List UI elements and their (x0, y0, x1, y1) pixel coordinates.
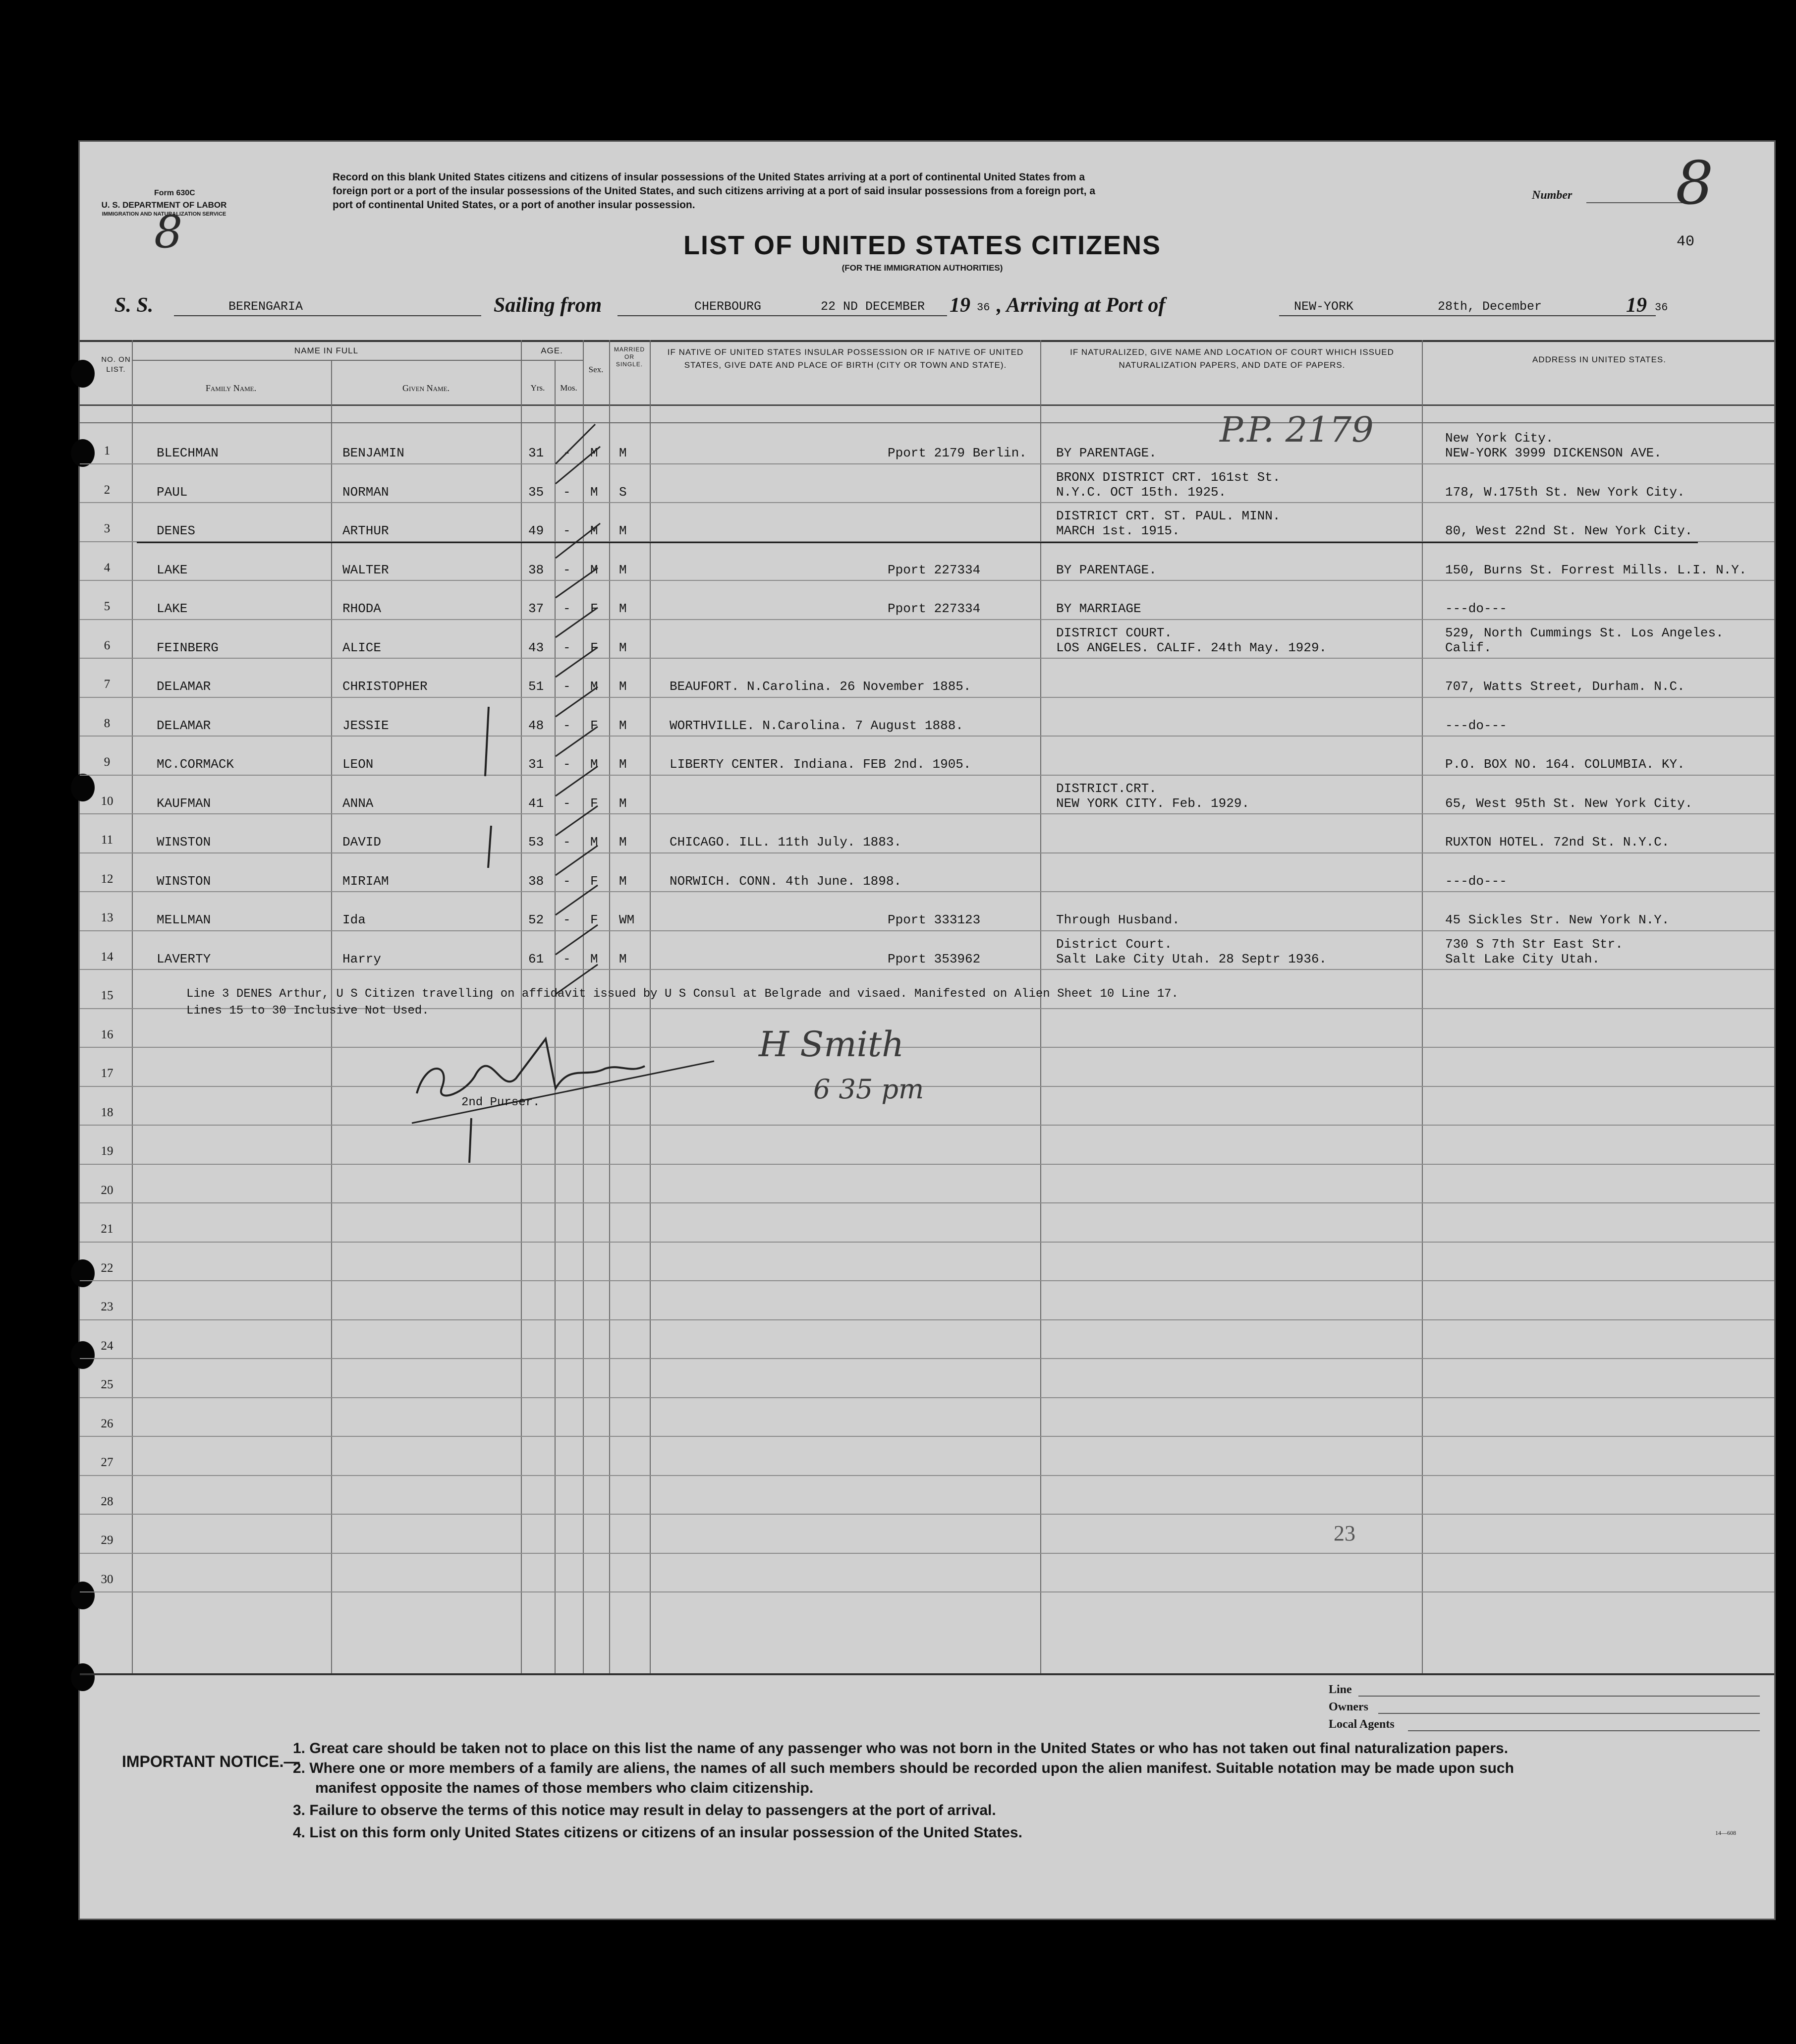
cell-age-years: 31 (528, 757, 544, 772)
row-number: 29 (101, 1533, 113, 1547)
header-sex: Sex. (588, 365, 604, 374)
cell-age-years: 61 (528, 951, 544, 966)
row-rule (80, 1319, 1774, 1320)
cell-age-months: - (563, 912, 571, 927)
cell-address: 707, Watts Street, Durham. N.C. (1445, 679, 1685, 694)
row-number: 14 (101, 950, 113, 964)
cell-birth-info: Pport 2179 Berlin. (888, 446, 1027, 460)
row-number: 7 (104, 678, 111, 691)
col-divider (132, 340, 133, 1673)
cell-marital-status: M (619, 951, 627, 966)
cell-naturalization: District Court. (1056, 936, 1173, 952)
sailing-label: Sailing from (494, 294, 602, 317)
row-number: 26 (101, 1417, 113, 1430)
form-number: Form 630C (154, 189, 195, 197)
row-number: 5 (104, 600, 111, 613)
cell-age-months: - (563, 757, 571, 772)
cell-birth-info: LIBERTY CENTER. Indiana. FEB 2nd. 1905. (670, 757, 971, 772)
cell-age-years: 31 (528, 446, 544, 460)
cell-naturalization-detail: NEW YORK CITY. Feb. 1929. (1056, 795, 1250, 811)
cell-birth-info: Pport 353962 (888, 951, 981, 966)
cell-address: 730 S 7th Str East Str. (1445, 936, 1623, 952)
cell-family-name: MC.CORMACK (157, 757, 234, 772)
row-rule (80, 813, 1774, 814)
arrival-year-prefix: 19 (1626, 294, 1647, 317)
row-rule (80, 1475, 1774, 1476)
cell-sex: F (590, 873, 598, 889)
row-number: 3 (104, 522, 111, 535)
row-rule (80, 1280, 1774, 1281)
row-number: 10 (101, 794, 113, 808)
cell-address: 178, W.175th St. New York City. (1445, 484, 1685, 500)
cell-age-years: 49 (528, 523, 544, 538)
arrival-year: 36 (1655, 301, 1668, 314)
cell-sex: F (590, 718, 598, 733)
row-number: 18 (101, 1105, 113, 1119)
cell-birth-info: CHICAGO. ILL. 11th July. 1883. (670, 835, 902, 850)
cell-birth-info: WORTHVILLE. N.Carolina. 7 August 1888. (670, 718, 963, 733)
cell-given-name: WALTER (342, 562, 389, 577)
cell-sex: M (590, 679, 598, 694)
row-number: 28 (101, 1494, 113, 1508)
cell-age-months: - (563, 446, 571, 460)
cell-marital-status: S (619, 484, 627, 500)
cell-family-name: KAUFMAN (157, 795, 211, 811)
notice-item-4: 4. List on this form only United States citizens or citizens of an insular possession of the United States. (293, 1824, 1022, 1841)
number-label: Number (1532, 189, 1572, 202)
row-rule (80, 891, 1774, 892)
notice-item-3: 3. Failure to observe the terms of this notice may result in delay to passengers at the port of arrival. (293, 1802, 996, 1818)
cell-address: 529, North Cummings St. Los Angeles. (1445, 625, 1724, 640)
cell-sex: M (590, 562, 598, 577)
ship-name: BERENGARIA (228, 299, 303, 314)
col-divider (650, 340, 651, 1673)
department-label: U. S. DEPARTMENT OF LABOR (101, 200, 227, 210)
row-rule (80, 1514, 1774, 1515)
row-rule (80, 1436, 1774, 1437)
handwritten-form-mark: 8 (154, 206, 183, 258)
owners-label: Owners (1329, 1701, 1368, 1713)
cell-given-name: ALICE (342, 640, 382, 655)
row-number: 23 (101, 1300, 113, 1313)
row-rule (80, 1553, 1774, 1554)
cell-birth-info: Pport 227334 (888, 601, 981, 616)
cell-naturalization: BRONX DISTRICT CRT. 161st St. (1056, 469, 1281, 485)
cell-sex: M (590, 484, 598, 500)
cell-age-months: - (563, 523, 571, 538)
header-mos: Mos. (560, 383, 577, 393)
cell-address: P.O. BOX NO. 164. COLUMBIA. KY. (1445, 757, 1685, 772)
cell-given-name: Ida (342, 912, 366, 927)
cell-age-years: 35 (528, 484, 544, 500)
cell-marital-status: WM (619, 912, 635, 927)
cell-age-months: - (563, 601, 571, 616)
cell-naturalization: DISTRICT.CRT. (1056, 781, 1157, 796)
cell-age-years: 53 (528, 835, 544, 850)
cell-sex: M (590, 446, 598, 460)
cell-given-name: NORMAN (342, 484, 389, 500)
row-rule (80, 697, 1774, 698)
row-rule (80, 736, 1774, 737)
cell-address-detail: Calif. (1445, 640, 1492, 655)
record-instructions-3: port of continental United States, or a port of another insular possession. (333, 199, 695, 211)
cell-age-years: 38 (528, 562, 544, 577)
cell-family-name: DELAMAR (157, 679, 211, 694)
cell-naturalization: BY PARENTAGE. (1056, 446, 1157, 460)
row-rule (80, 852, 1774, 853)
table-header-rule (80, 404, 1774, 406)
cell-age-months: - (563, 873, 571, 889)
cell-sex: F (590, 912, 598, 927)
cell-sex: M (590, 757, 598, 772)
cell-marital-status: M (619, 757, 627, 772)
header-name-in-full: NAME IN FULL (294, 346, 359, 355)
punch-hole (71, 360, 95, 388)
row-rule (80, 1164, 1774, 1165)
purser-label: 2nd Purser. (461, 1096, 540, 1109)
table-header-rule-2 (80, 422, 1774, 423)
page-subtitle: (FOR THE IMMIGRATION AUTHORITIES) (842, 263, 1003, 273)
row-number: 17 (101, 1067, 113, 1080)
row-rule (80, 580, 1774, 581)
row-number: 9 (104, 755, 111, 769)
printer-mark: 14—608 (1715, 1829, 1736, 1836)
row-number: 11 (101, 833, 113, 847)
line-label: Line (1329, 1683, 1352, 1696)
row-rule (80, 1047, 1774, 1048)
cell-given-name: ANNA (342, 795, 374, 811)
cell-family-name: BLECHMAN (157, 446, 219, 460)
page-number: 23 (1334, 1521, 1355, 1545)
local-agents-label: Local Agents (1329, 1718, 1395, 1731)
cell-marital-status: M (619, 718, 627, 733)
note-line-a: Line 3 DENES Arthur, U S Citizen travelling on affidavit issued by U S Consul at Belgrade and visaed. Manifested on Alien Sheet 10 Line 17. (186, 987, 1179, 1001)
cell-age-years: 37 (528, 601, 544, 616)
cell-address: RUXTON HOTEL. 72nd St. N.Y.C. (1445, 835, 1670, 850)
cell-address-detail: Salt Lake City Utah. (1445, 951, 1600, 966)
header-family-name: Family Name. (205, 383, 257, 393)
page-title: LIST OF UNITED STATES CITIZENS (683, 230, 1161, 260)
cell-birth-info: Pport 333123 (888, 912, 981, 927)
notice-item-2a: 2. Where one or more members of a family are aliens, the names of all such members should be recorded upon the alien manifest. Suitable notation may be made upon such (293, 1760, 1514, 1776)
cell-sex: M (590, 835, 598, 850)
cell-given-name: ARTHUR (342, 523, 389, 538)
row-number: 27 (101, 1456, 113, 1469)
header-yrs: Yrs. (530, 383, 545, 393)
cell-age-months: - (563, 718, 571, 733)
header-naturalized: IF NATURALIZED, GIVE NAME AND LOCATION OF COURT WHICH ISSUED NATURALIZATION PAPERS, AND DATE OF PAPERS. (1070, 347, 1394, 370)
line-field (1358, 1696, 1760, 1697)
cell-naturalization: DISTRICT COURT. (1056, 625, 1173, 640)
cell-sex: F (590, 601, 598, 616)
notice-item-2b: manifest opposite the names of those members who claim citizenship. (315, 1780, 814, 1796)
col-divider (1040, 340, 1041, 1673)
cell-naturalization: Through Husband. (1056, 912, 1180, 927)
cell-sex: F (590, 640, 598, 655)
name-age-subrule (132, 360, 583, 361)
row-number: 15 (101, 989, 113, 1002)
cell-age-months: - (563, 484, 571, 500)
cell-address: ---do--- (1445, 601, 1507, 616)
row-number: 30 (101, 1572, 113, 1586)
cell-age-months: - (563, 835, 571, 850)
cell-given-name: Harry (342, 951, 382, 966)
record-instructions-1: Record on this blank United States citizens and citizens of insular possessions of the United States arriving at a port of continental United States from a (333, 171, 1085, 183)
row-number: 21 (101, 1222, 113, 1236)
cell-age-months: - (563, 795, 571, 811)
cell-naturalization-detail: MARCH 1st. 1915. (1056, 523, 1180, 538)
row-rule (80, 1125, 1774, 1126)
cell-age-years: 38 (528, 873, 544, 889)
cell-naturalization-detail: Salt Lake City Utah. 28 Septr 1936. (1056, 951, 1327, 966)
local-agents-field (1408, 1730, 1760, 1731)
cell-naturalization-detail: LOS ANGELES. CALIF. 24th May. 1929. (1056, 640, 1327, 655)
row-number: 6 (104, 638, 111, 652)
header-birth: IF NATIVE OF UNITED STATES INSULAR POSSESSION OR IF NATIVE OF UNITED STATES, GIVE DATE AND PLACE OF BIRTH (CITY OR TOWN AND STATE). (667, 347, 1024, 370)
row-rule (80, 1242, 1774, 1243)
row-rule (80, 1202, 1774, 1203)
cell-age-years: 41 (528, 795, 544, 811)
sailing-year-prefix: 19 (950, 294, 970, 317)
sailing-date: 22 ND DECEMBER (821, 299, 925, 314)
cell-sex: M (590, 523, 598, 538)
number-value: 8 (1676, 149, 1714, 218)
tick-marks (476, 687, 506, 1034)
cell-age-months: - (563, 951, 571, 966)
cell-family-name: LAVERTY (157, 951, 211, 966)
cell-age-years: 43 (528, 640, 544, 655)
row-number: 8 (104, 716, 111, 730)
cell-marital-status: M (619, 873, 627, 889)
row-rule (80, 775, 1774, 776)
row-number: 22 (101, 1261, 113, 1275)
cell-naturalization: BY PARENTAGE. (1056, 562, 1157, 577)
smith-signature: H Smith (759, 1024, 904, 1065)
col-divider (1422, 340, 1423, 1673)
cell-family-name: PAUL (157, 484, 188, 500)
cell-family-name: LAKE (157, 562, 188, 577)
cell-sex: M (590, 951, 598, 966)
cell-marital-status: M (619, 523, 627, 538)
table-top-rule (80, 340, 1774, 342)
manifest-sheet (78, 140, 1776, 1920)
row-rule (80, 1086, 1774, 1087)
cell-given-name: RHODA (342, 601, 382, 616)
cell-marital-status: M (619, 640, 627, 655)
cell-marital-status: M (619, 835, 627, 850)
cell-given-name: MIRIAM (342, 873, 389, 889)
punch-hole (71, 1663, 95, 1691)
line3-strikethrough (137, 542, 1698, 543)
cell-given-name: BENJAMIN (342, 446, 404, 460)
cell-naturalization-detail: N.Y.C. OCT 15th. 1925. (1056, 484, 1227, 500)
row-rule (80, 969, 1774, 970)
sailing-port: CHERBOURG (694, 299, 762, 314)
cell-marital-status: M (619, 601, 627, 616)
cell-family-name: DELAMAR (157, 718, 211, 733)
cell-given-name: JESSIE (342, 718, 389, 733)
row-rule (80, 1591, 1774, 1592)
header-no-on-list: NO. ON LIST. (101, 355, 131, 374)
record-instructions-2: foreign port or a port of the insular possessions of the United States, and such citizens arriving at a port of said insular possessions from a foreign port, a (333, 185, 1096, 197)
ss-label: S. S. (114, 294, 154, 317)
purser-signature (407, 1019, 724, 1133)
cell-sex: F (590, 795, 598, 811)
arrival-port: NEW-YORK (1294, 299, 1354, 314)
row-number: 25 (101, 1378, 113, 1391)
cell-given-name: LEON (342, 757, 374, 772)
cell-given-name: CHRISTOPHER (342, 679, 428, 694)
col-divider (521, 340, 522, 1673)
row-number: 16 (101, 1027, 113, 1041)
cell-address: 80, West 22nd St. New York City. (1445, 523, 1693, 538)
notice-heading: IMPORTANT NOTICE.— (122, 1753, 300, 1770)
row-number: 19 (101, 1144, 113, 1158)
cell-naturalization: BY MARRIAGE (1056, 601, 1141, 616)
cell-age-months: - (563, 679, 571, 694)
row-rule (80, 1358, 1774, 1359)
pp-annotation: P.P. 2179 (1220, 409, 1374, 450)
arrival-date: 28th, December (1438, 299, 1542, 314)
cell-address: 150, Burns St. Forrest Mills. L.I. N.Y. (1445, 562, 1747, 577)
cell-marital-status: M (619, 446, 627, 460)
row-rule (80, 463, 1774, 464)
cell-address-detail: NEW-YORK 3999 DICKENSON AVE. (1445, 446, 1662, 460)
cell-marital-status: M (619, 679, 627, 694)
arriving-label: , Arriving at Port of (997, 294, 1166, 317)
service-label: IMMIGRATION AND NATURALIZATION SERVICE (102, 211, 226, 217)
row-rule (80, 658, 1774, 659)
table-bottom-rule (80, 1673, 1774, 1675)
cell-family-name: LAKE (157, 601, 188, 616)
cell-age-years: 48 (528, 718, 544, 733)
row-rule (80, 1397, 1774, 1398)
cell-address: 65, West 95th St. New York City. (1445, 795, 1693, 811)
cell-birth-info: NORWICH. CONN. 4th June. 1898. (670, 873, 902, 889)
row-number: 13 (101, 911, 113, 924)
header-given-name: Given Name. (402, 383, 449, 393)
cell-address: ---do--- (1445, 718, 1507, 733)
number-sub: 40 (1677, 233, 1695, 250)
row-rule (80, 930, 1774, 931)
sailing-year: 36 (977, 301, 990, 314)
cell-address: 45 Sickles Str. New York N.Y. (1445, 912, 1670, 927)
row-number: 4 (104, 561, 111, 574)
cell-age-years: 52 (528, 912, 544, 927)
cell-family-name: FEINBERG (157, 640, 219, 655)
row-number: 20 (101, 1183, 113, 1197)
time-note: 6 35 pm (813, 1074, 924, 1105)
row-rule (80, 502, 1774, 503)
note-line-b: Lines 15 to 30 Inclusive Not Used. (186, 1004, 429, 1018)
header-address: ADDRESS IN UNITED STATES. (1532, 355, 1666, 364)
cell-address: ---do--- (1445, 873, 1507, 889)
arrival-line (1279, 315, 1656, 316)
sailing-line (617, 315, 947, 316)
owners-field (1378, 1713, 1760, 1714)
cell-marital-status: M (619, 562, 627, 577)
row-number: 1 (104, 444, 111, 457)
cell-birth-info: BEAUFORT. N.Carolina. 26 November 1885. (670, 679, 971, 694)
header-age: AGE. (541, 346, 563, 355)
cell-family-name: MELLMAN (157, 912, 211, 927)
cell-marital-status: M (619, 795, 627, 811)
ship-line (174, 315, 481, 316)
cell-given-name: DAVID (342, 835, 382, 850)
cell-age-years: 51 (528, 679, 544, 694)
cell-family-name: WINSTON (157, 873, 211, 889)
cell-address: New York City. (1445, 431, 1554, 446)
row-rule (80, 619, 1774, 620)
cell-birth-info: Pport 227334 (888, 562, 981, 577)
cell-naturalization: DISTRICT CRT. ST. PAUL. MINN. (1056, 509, 1281, 523)
cell-family-name: DENES (157, 523, 196, 538)
cell-family-name: WINSTON (157, 835, 211, 850)
row-number: 24 (101, 1339, 113, 1353)
row-number: 2 (104, 483, 111, 497)
header-married-single: MARRIED OR SINGLE. (614, 346, 645, 368)
notice-item-1: 1. Great care should be taken not to place on this list the name of any passenger who was not born in the United States or who has not taken out final naturalization papers. (293, 1740, 1509, 1757)
row-number: 12 (101, 872, 113, 886)
cell-age-months: - (563, 562, 571, 577)
cell-age-months: - (563, 640, 571, 655)
